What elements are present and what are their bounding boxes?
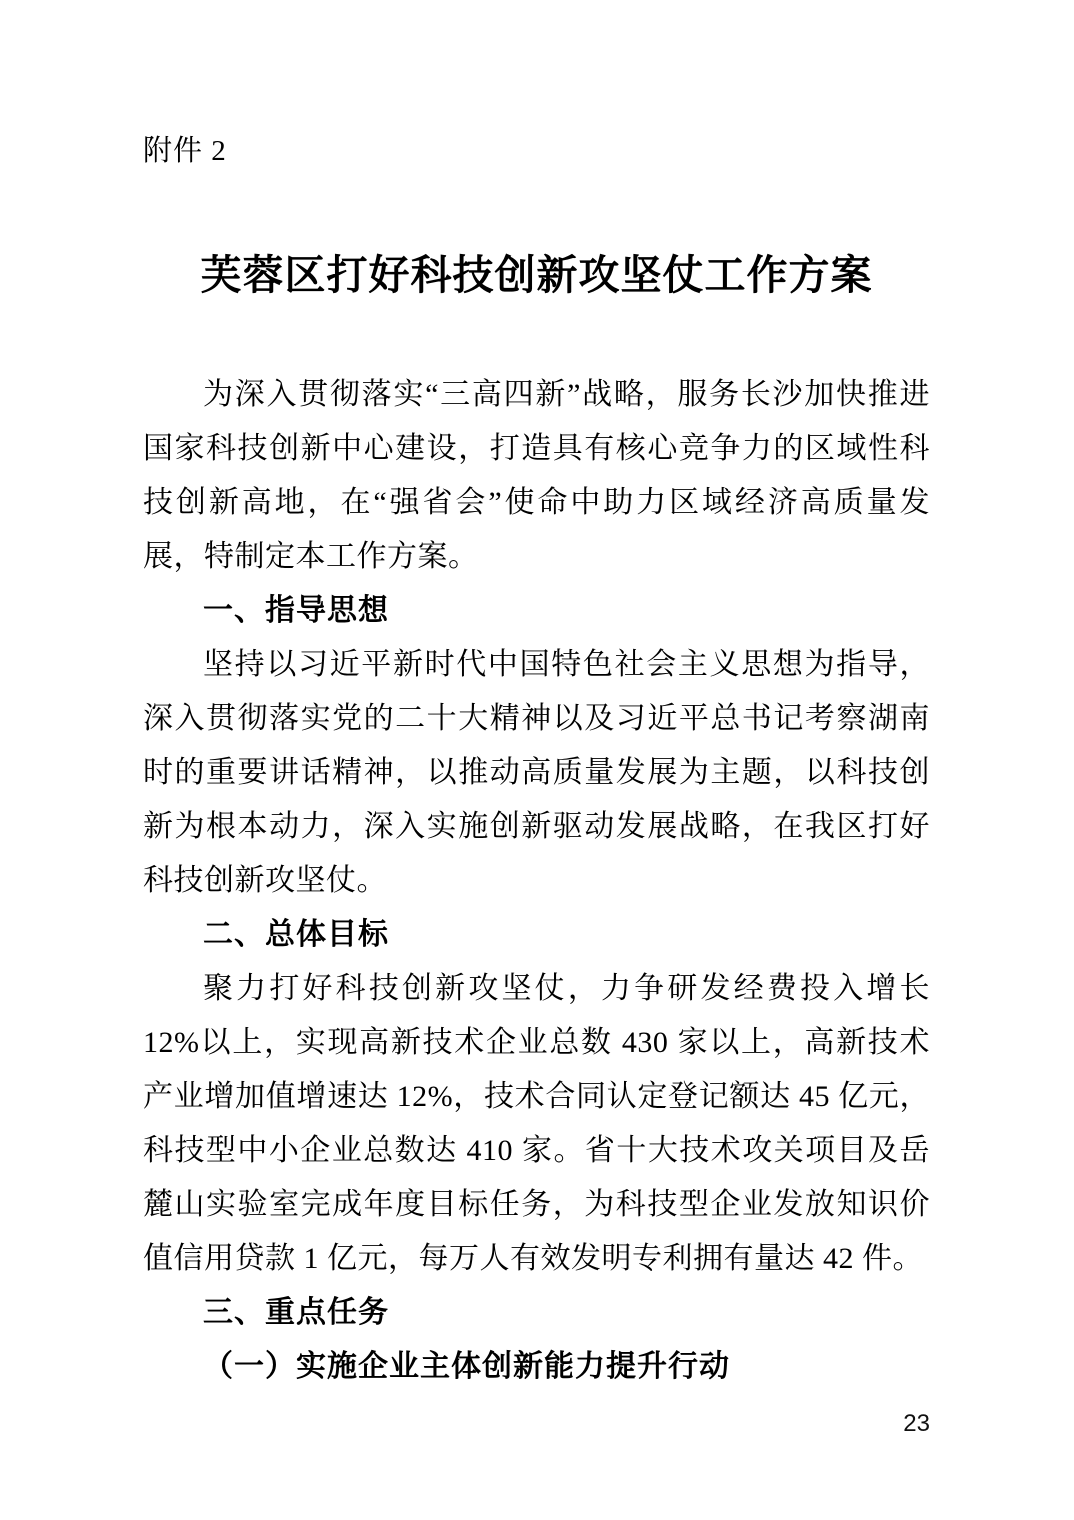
document-body — [143, 368, 930, 1394]
heading-overall-goals: 二、总体目标 — [203, 918, 389, 951]
subheading-enterprise-innovation-action: （一）实施企业主体创新能力提升行动 — [203, 1350, 730, 1383]
heading-guiding-ideology: 一、指导思想 — [203, 594, 389, 627]
paragraph-overall-goals: 聚力打好科技创新攻坚仗，力争研发经费投入增长 12%以上，实现高新技术企业总数 430 家以上，高新技术产业增加值增速达 12%，技术合同认定登记额达 45 亿元，科技型中小企业总数达 410 家。省十大技术攻关项目及岳麓山实验室完成年度目标任务，为科技型企业发放知识价值信用贷款 1 亿元，每万人有效发明专利拥有量达 42 件。 — [143, 972, 930, 1275]
paragraph-intro: 为深入贯彻落实“三高四新”战略，服务长沙加快推进国家科技创新中心建设，打造具有核心竞争力的区域性科技创新高地，在“强省会”使命中助力区域经济高质量发展，特制定本工作方案。 — [143, 378, 930, 573]
document-title: 芙蓉区打好科技创新攻坚仗工作方案 — [200, 252, 873, 298]
page-number: 23 — [903, 1410, 930, 1437]
paragraph-guiding-ideology: 坚持以习近平新时代中国特色社会主义思想为指导，深入贯彻落实党的二十大精神以及习近平总书记考察湖南时的重要讲话精神，以推动高质量发展为主题，以科技创新为根本动力，深入实施创新驱动发展战略，在我区打好科技创新攻坚仗。 — [143, 648, 930, 897]
heading-key-tasks: 三、重点任务 — [203, 1296, 389, 1329]
attachment-label: 附件 2 — [143, 135, 227, 167]
